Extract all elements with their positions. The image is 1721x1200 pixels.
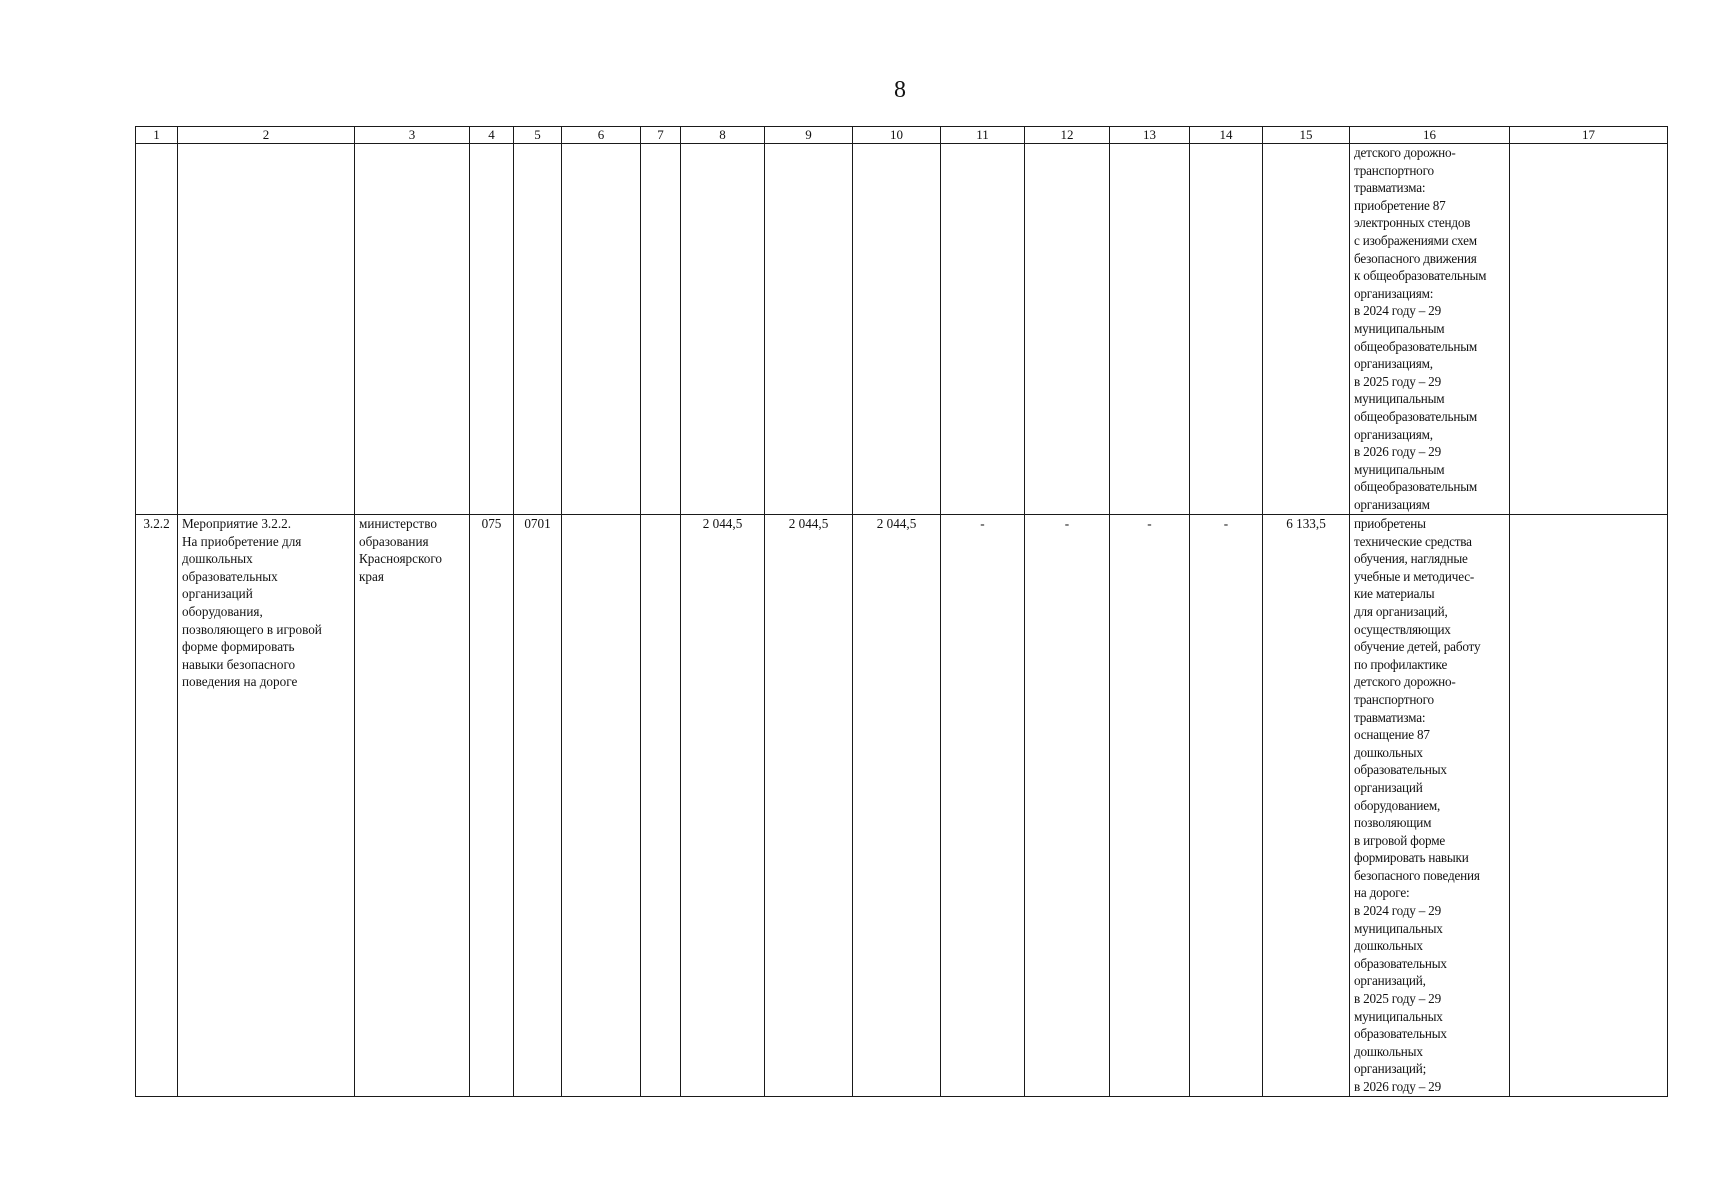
empty-cell — [1263, 144, 1350, 515]
amount-cell: 2 044,5 — [681, 515, 765, 1097]
empty-cell — [562, 144, 641, 515]
empty-cell — [355, 144, 470, 515]
column-header: 5 — [514, 127, 562, 144]
empty-cell — [178, 144, 355, 515]
result-description-cell: приобретены технические средства обучения, наглядные учебные и методичес- кие материалы для организаций, осуществляющих обучение детей, работу по профилактике детского дорожно- транспортного травматизма: оснащение 87 дошкольных образовательных организаций оборудованием, позволяющим в игровой форме формировать навыки безопасного поведения на дороге: в 2024 году – 29 муниципальных дошкольных образовательных организаций, в 2025 году – 29 муниципальных образовательных дошкольных организаций; в 2026 году – 29 — [1350, 515, 1510, 1097]
code-cell: 075 — [470, 515, 514, 1097]
dash-cell: - — [1110, 515, 1190, 1097]
section-code-cell: 0701 — [514, 515, 562, 1097]
table-row-3-2-2 — [136, 515, 1668, 1097]
total-amount-cell: 6 133,5 — [1263, 515, 1350, 1097]
result-description-cell: детского дорожно- транспортного травматизма: приобретение 87 электронных стендов с изображениями схем безопасного движения к общеобразовательным организациям: в 2024 году – 29 муниципальным общеобразовательным организациям, в 2025 году – 29 муниципальным общеобразовательным организациям, в 2026 году – 29 муниципальным общеобразовательным организациям — [1350, 144, 1510, 515]
budget-table — [135, 126, 1668, 1097]
empty-cell — [641, 515, 681, 1097]
empty-cell — [765, 144, 853, 515]
column-header: 10 — [853, 127, 941, 144]
empty-cell — [1510, 144, 1668, 515]
column-header: 6 — [562, 127, 641, 144]
dash-cell: - — [1190, 515, 1263, 1097]
responsible-body-cell: министерство образования Красноярского края — [355, 515, 470, 1097]
column-header: 13 — [1110, 127, 1190, 144]
page-number: 8 — [894, 77, 906, 103]
column-header: 16 — [1350, 127, 1510, 144]
column-number-header-row — [136, 127, 1668, 144]
empty-cell — [941, 144, 1025, 515]
column-header: 17 — [1510, 127, 1668, 144]
dash-cell: - — [941, 515, 1025, 1097]
empty-cell — [136, 144, 178, 515]
empty-cell — [1025, 144, 1110, 515]
empty-cell — [1190, 144, 1263, 515]
column-header: 12 — [1025, 127, 1110, 144]
empty-cell — [681, 144, 765, 515]
item-number-cell: 3.2.2 — [136, 515, 178, 1097]
empty-cell — [1510, 515, 1668, 1097]
column-header: 8 — [681, 127, 765, 144]
column-header: 9 — [765, 127, 853, 144]
measure-name-cell: Мероприятие 3.2.2. На приобретение для дошкольных образовательных организаций оборудования, позволяющего в игровой форме формировать навыки безопасного поведения на дороге — [178, 515, 355, 1097]
column-header: 14 — [1190, 127, 1263, 144]
empty-cell — [853, 144, 941, 515]
column-header: 15 — [1263, 127, 1350, 144]
column-header: 7 — [641, 127, 681, 144]
amount-cell: 2 044,5 — [765, 515, 853, 1097]
column-header: 4 — [470, 127, 514, 144]
column-header: 1 — [136, 127, 178, 144]
table-row-continuation — [136, 144, 1668, 515]
amount-cell: 2 044,5 — [853, 515, 941, 1097]
column-header: 2 — [178, 127, 355, 144]
empty-cell — [641, 144, 681, 515]
column-header: 3 — [355, 127, 470, 144]
column-header: 11 — [941, 127, 1025, 144]
empty-cell — [1110, 144, 1190, 515]
empty-cell — [514, 144, 562, 515]
empty-cell — [562, 515, 641, 1097]
dash-cell: - — [1025, 515, 1110, 1097]
empty-cell — [470, 144, 514, 515]
